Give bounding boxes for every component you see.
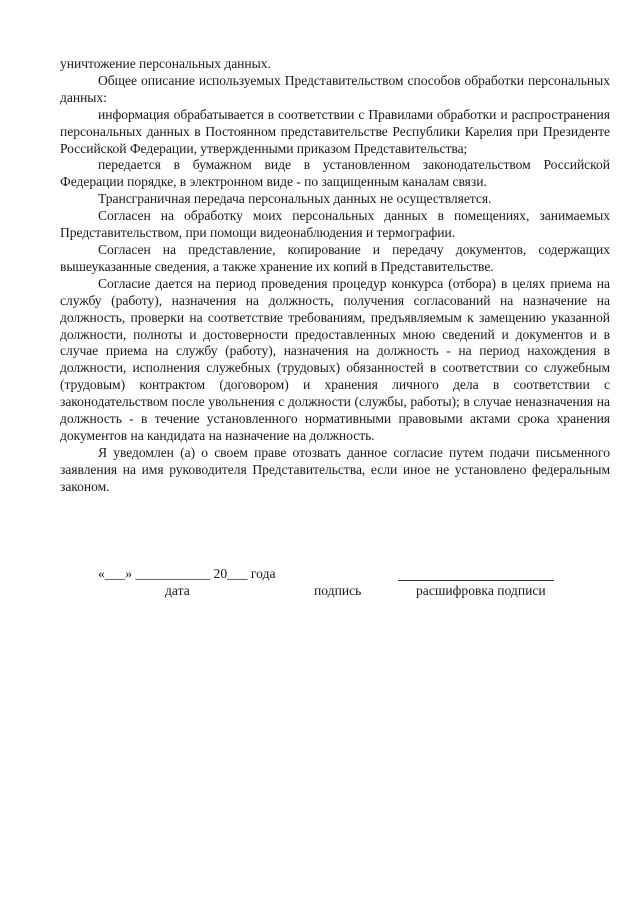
paragraph-3: информация обрабатывается в соответствии с Правилами обработки и распространения персональных данных в Постоянном представительстве Республики Карелия при Президенте Российской Федерации, утвержденными приказом Представительства; — [60, 106, 610, 156]
paragraph-2: Общее описание используемых Представительством способов обработки персональных данных: — [60, 72, 610, 105]
paragraph-9: Я уведомлен (а) о своем праве отозвать данное согласие путем подачи письменного заявления на имя руководителя Представительства, если иное не установлено федеральным законом. — [60, 444, 610, 494]
paragraph-1: уничтожение персональных данных. — [60, 56, 271, 71]
paragraph-4: передается в бумажном виде в установленном законодательством Российской Федерации порядке, в электронном виде - по защищенным каналам связи. — [60, 157, 610, 190]
signature-caption: подпись — [314, 583, 362, 598]
paragraph-6: Согласен на обработку моих персональных данных в помещениях, занимаемых Представительством, при помощи видеонаблюдения и термографии. — [60, 208, 610, 241]
date-caption: дата — [165, 583, 190, 598]
paragraph-8: Согласие дается на период проведения процедур конкурса (отбора) в целях приема на службу (работу), назначения на должность, получения согласований на назначение на должность, проверки на соответствие требованиям, предъявляемым к замещению указанной должности, полноты и достоверности предоставленных мною сведений и документов и в случае приема на службу (работу), назначения на должность - на период нахождения в должности, исполнения служебных (трудовых) обязанностей в соответствии со служебным (трудовым) контрактом (договором) и хранения личного дела в соответствии с законодательством после увольнения с должности (службы, работы); в случае неназначения на должность - в течение установленного нормативными правовыми актами срока хранения документов на кандидата на назначение на должность. — [60, 275, 610, 443]
document-body — [60, 56, 610, 496]
paragraph-5: Трансграничная передача персональных данных не осуществляется. — [98, 191, 492, 207]
date-line: «___» ___________ 20___ года — [98, 566, 276, 581]
paragraph-7: Согласен на представление, копирование и передачу документов, содержащих вышеуказанные сведения, а также хранение их копий в Представительстве. — [60, 241, 610, 274]
decoding-caption: расшифровка подписи — [416, 583, 546, 598]
signature-block — [60, 566, 610, 602]
signature-underline — [398, 580, 554, 581]
